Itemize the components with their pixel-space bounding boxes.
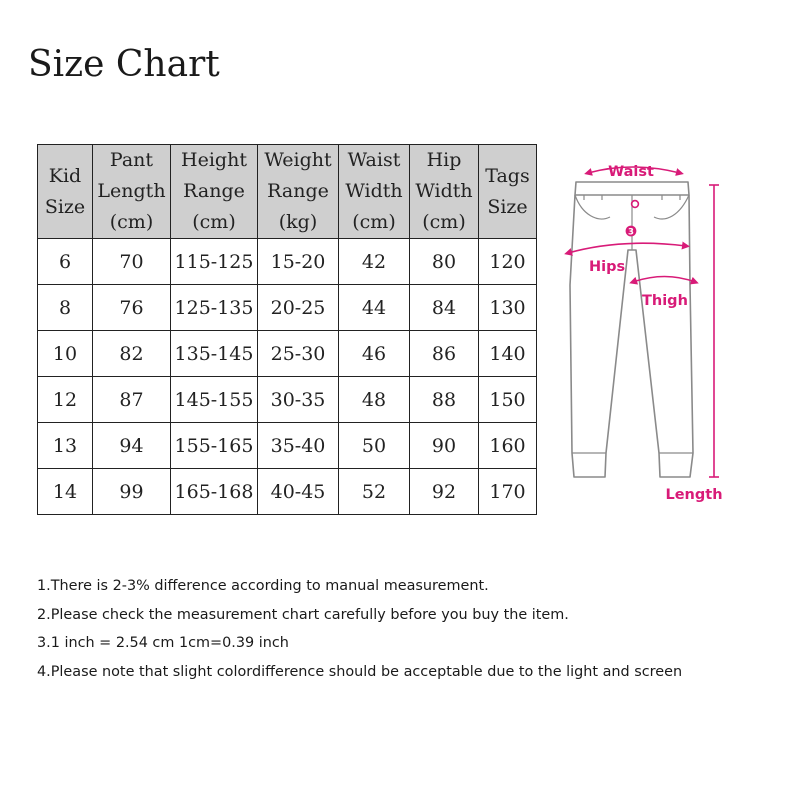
table-row (38, 239, 537, 285)
cell-pant-length: 82 (93, 331, 171, 377)
cell-kid-size: 6 (38, 239, 93, 285)
cell-kid-size: 8 (38, 285, 93, 331)
header-kid-size: Kid Size (38, 145, 93, 239)
cell-hip-width: 86 (410, 331, 479, 377)
cell-pant-length: 70 (93, 239, 171, 285)
length-label: Length (665, 487, 723, 503)
header-tags-size: Tags Size (479, 145, 537, 239)
header-height-range: Height Range (cm) (171, 145, 258, 239)
size-table (37, 144, 537, 515)
cell-kid-size: 10 (38, 331, 93, 377)
cell-weight-range: 40-45 (258, 469, 339, 515)
table-row (38, 469, 537, 515)
table-row (38, 331, 537, 377)
cell-hip-width: 80 (410, 239, 479, 285)
cell-tags-size: 150 (479, 377, 537, 423)
cell-kid-size: 13 (38, 423, 93, 469)
cell-waist-width: 50 (339, 423, 410, 469)
hips-arc (568, 243, 686, 253)
cell-pant-length: 94 (93, 423, 171, 469)
cell-tags-size: 130 (479, 285, 537, 331)
cell-waist-width: 44 (339, 285, 410, 331)
note-item: 4.Please note that slight colordifference should be acceptable due to the light and screen (37, 663, 683, 680)
marker-label: 3 (628, 227, 634, 238)
cell-waist-width: 42 (339, 239, 410, 285)
page-title: Size Chart (28, 44, 220, 85)
cell-waist-width: 52 (339, 469, 410, 515)
cell-height-range: 145-155 (171, 377, 258, 423)
cell-pant-length: 99 (93, 469, 171, 515)
hips-label: Hips (589, 259, 626, 275)
header-hip-width: Hip Width (cm) (410, 145, 479, 239)
cell-weight-range: 30-35 (258, 377, 339, 423)
note-item: 1.There is 2-3% difference according to manual measurement. (37, 578, 489, 594)
cell-height-range: 115-125 (171, 239, 258, 285)
cell-waist-width: 46 (339, 331, 410, 377)
cell-weight-range: 25-30 (258, 331, 339, 377)
cell-hip-width: 92 (410, 469, 479, 515)
cell-hip-width: 90 (410, 423, 479, 469)
cell-height-range: 135-145 (171, 331, 258, 377)
cell-hip-width: 88 (410, 377, 479, 423)
thigh-label: Thigh (642, 293, 688, 309)
cell-tags-size: 160 (479, 423, 537, 469)
cell-pant-length: 87 (93, 377, 171, 423)
note-item: 3.1 inch = 2.54 cm 1cm=0.39 inch (37, 635, 289, 651)
cell-hip-width: 84 (410, 285, 479, 331)
table-row (38, 285, 537, 331)
cell-tags-size: 140 (479, 331, 537, 377)
waist-label: Waist (608, 164, 654, 180)
pants-measurement-diagram (562, 155, 752, 505)
header-waist-width: Waist Width (cm) (339, 145, 410, 239)
cell-waist-width: 48 (339, 377, 410, 423)
table-row (38, 377, 537, 423)
cell-pant-length: 76 (93, 285, 171, 331)
notes-section (37, 578, 682, 692)
cell-height-range: 125-135 (171, 285, 258, 331)
table-row (38, 423, 537, 469)
table-header-row (38, 145, 537, 239)
button-icon (632, 201, 639, 208)
thigh-arc (633, 277, 695, 283)
note-item: 2.Please check the measurement chart carefully before you buy the item. (37, 606, 569, 623)
header-weight-range: Weight Range (kg) (258, 145, 339, 239)
cell-height-range: 155-165 (171, 423, 258, 469)
cell-kid-size: 14 (38, 469, 93, 515)
header-pant-length: Pant Length (cm) (93, 145, 171, 239)
cell-weight-range: 35-40 (258, 423, 339, 469)
cell-weight-range: 20-25 (258, 285, 339, 331)
cell-tags-size: 170 (479, 469, 537, 515)
cell-kid-size: 12 (38, 377, 93, 423)
cell-tags-size: 120 (479, 239, 537, 285)
cell-weight-range: 15-20 (258, 239, 339, 285)
cell-height-range: 165-168 (171, 469, 258, 515)
